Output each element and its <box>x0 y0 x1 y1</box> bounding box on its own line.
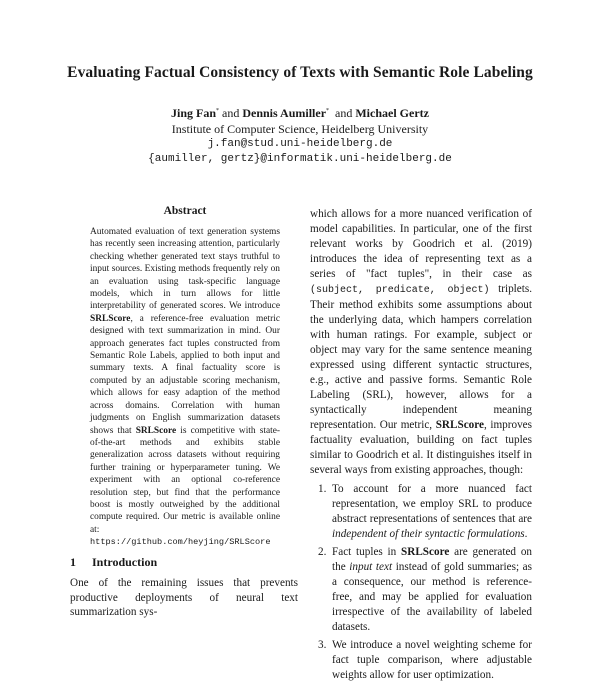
metric-name: SRLScore <box>90 313 131 324</box>
author-email: j.fan@stud.uni-heidelberg.de <box>207 138 393 150</box>
body-text: triplets. Their method exhibits some assumptions about the underlying data, which hampers correlation with human ratings. For example, subject or object may vary for the same sentence meaning expressed using different syntactic structures, e.g., active and passive forms. Semantic Role Labeling (SRL), however, allows for a syntactically independent meaning representation. Our metric, <box>310 283 532 431</box>
body-paragraph <box>310 207 532 478</box>
list-marker: 2. <box>318 546 327 558</box>
abstract-body <box>90 226 280 549</box>
affiliation: Institute of Computer Science, Heidelberg University <box>171 122 429 136</box>
item-text: We introduce a novel weighting scheme for fact tuple comparison, where adjustable weights allow for user optimization. <box>332 639 532 681</box>
section-heading <box>70 555 300 570</box>
abstract-text: , a reference-free evaluation metric designed with text summarization in mind. Our approach generates fact tuples constructed from Semantic Role Labels, applied to both input and summary texts. A final factuality score is computed by an adjustable scoring mechanism, which allows for easy adaption of the method across domains. Correlation with human judgments on English summarization datasets shows that <box>90 313 280 436</box>
author-mark: * <box>216 108 220 114</box>
code-tuple: (subject, predicate, object) <box>310 285 490 296</box>
section-number: 1 <box>70 555 76 569</box>
list-item <box>310 482 532 542</box>
item-text: . <box>524 528 528 540</box>
item-text: Fact tuples in <box>332 546 402 558</box>
repository-link[interactable]: https://github.com/heyjing/SRLScore <box>90 537 271 548</box>
author-name: Dennis Aumiller <box>242 106 327 120</box>
abstract-heading: Abstract <box>163 205 207 217</box>
list-marker: 3. <box>318 639 327 651</box>
item-emphasis: input text <box>349 561 393 573</box>
body-text: which allows for a more nuanced verification of model capabilities. In particular, one of the first relevant works by Goodrich et al. (2019) introduces the idea of representing text as a series of "fact tuples", in their case as <box>310 208 532 280</box>
section-title: Introduction <box>92 555 158 569</box>
introduction-text: One of the remaining issues that prevents productive deployments of neural text summarization sys- <box>70 577 298 619</box>
author-name: Jing Fan <box>171 106 217 120</box>
metric-name: SRLScore <box>135 425 177 436</box>
metric-name: SRLScore <box>435 419 484 431</box>
author-name: Michael Gertz <box>355 106 429 120</box>
metric-name: SRLScore <box>401 546 450 558</box>
author-separator: and <box>329 106 356 120</box>
author-mark: * <box>326 108 330 114</box>
abstract-text: is competitive with state-of-the-art methods and exhibits stable generalization across datasets without requiring further training or hyperparameter tuning. We experiment with an optional co-reference resolution step, but find that the performance boost is mostly outweighed by the additional compute required. Our metric is available online at: <box>90 425 280 535</box>
abstract-text: Automated evaluation of text generation systems has recently seen increasing attention, particularly checking whether generated text stays truthful to input sources. Existing methods frequently rely on an evaluation using task-specific language models, which in turn allows for little interpretability of generated scores. We introduce <box>90 227 280 312</box>
contribution-list <box>310 482 532 683</box>
body-text: , improves factuality evaluation, building on fact tuples similar to Goodrich et al. It distinguishes itself in several ways from existing approaches, though: <box>310 419 533 476</box>
right-column <box>310 207 532 686</box>
item-text: instead of gold summaries; as a consequence, our method is reference-free, and may be applied for evaluation irrespective of the availability of labeled datasets. <box>332 561 532 633</box>
item-text: To account for a more nuanced fact representation, we employ SRL to produce abstract representations of sentences that are <box>332 483 532 525</box>
list-item <box>310 545 532 635</box>
item-text: are generated on the <box>332 546 533 573</box>
list-item <box>310 638 532 683</box>
item-emphasis: independent of their syntactic formulations <box>332 528 525 540</box>
author-separator: and <box>219 106 243 120</box>
author-list <box>0 106 600 121</box>
author-email: {aumiller, gertz}@informatik.uni-heidelberg.de <box>148 153 452 165</box>
list-marker: 1. <box>318 483 327 495</box>
paper-title: Evaluating Factual Consistency of Texts with Semantic Role Labeling <box>67 64 533 81</box>
